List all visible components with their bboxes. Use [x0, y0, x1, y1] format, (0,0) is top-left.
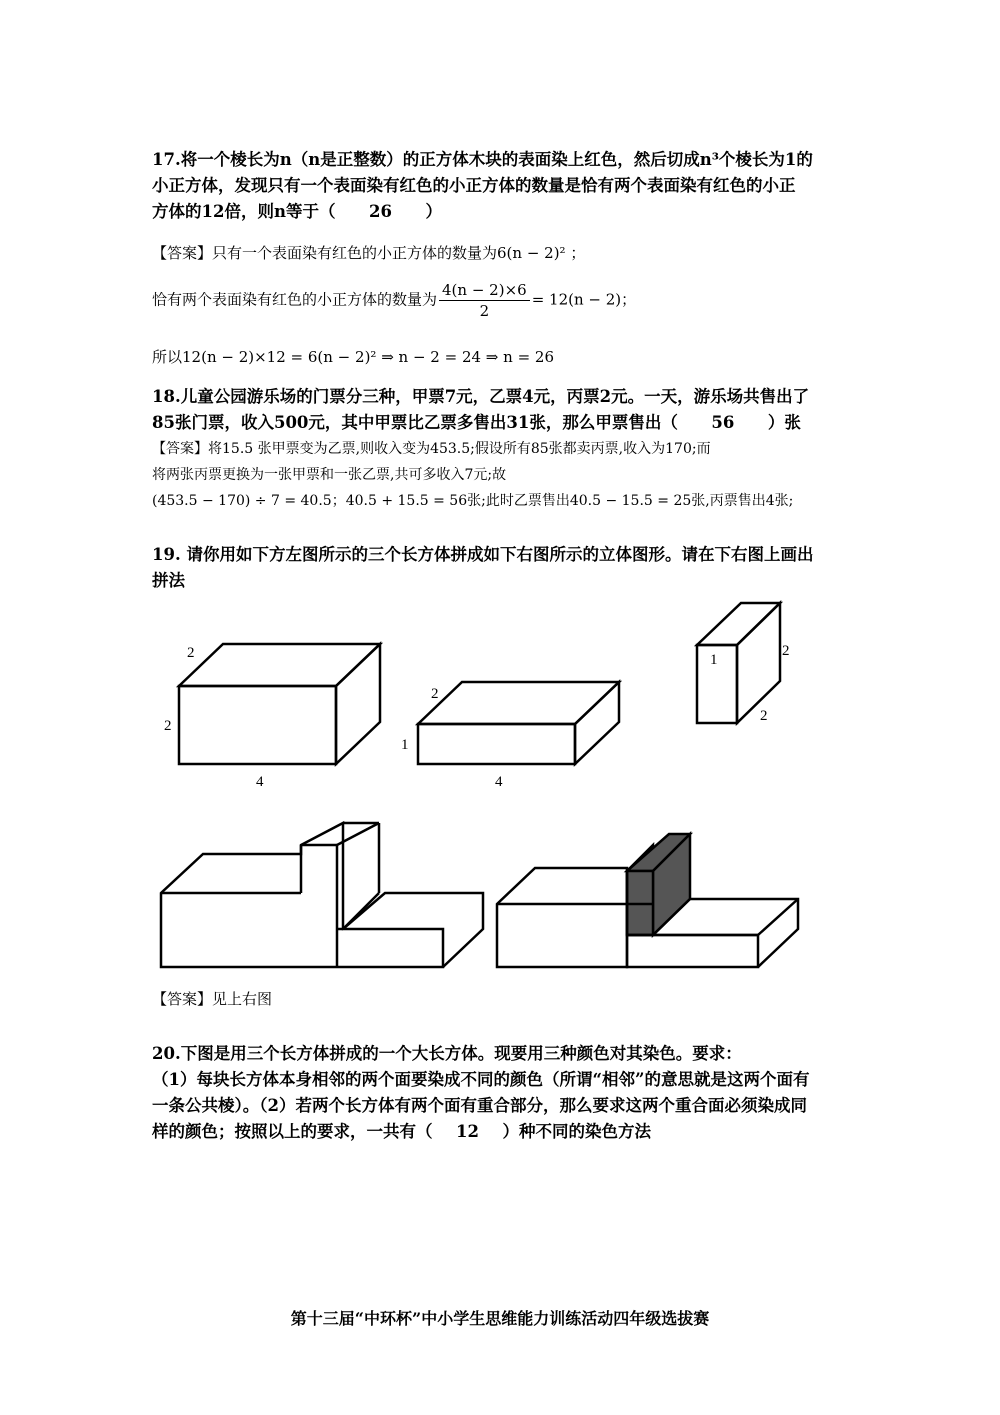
box2-width-label: 4	[495, 774, 503, 790]
cuboid-4x2x1	[401, 682, 619, 790]
q17-line-1: 17.将一个棱长为n（n是正整数）的正方体木块的表面染上红色，然后切成n³个棱长为1的	[152, 150, 813, 169]
q20-line-2: （1）每块长方体本身相邻的两个面要染成不同的颜色（所谓“相邻”的意思就是这两个面有	[152, 1070, 810, 1089]
page-footer: 第十三届“中环杯”中小学生思维能力训练活动四年级选拔赛	[290, 1309, 710, 1328]
target-figure	[161, 823, 483, 967]
q18-answer-line-1: 【答案】将15.5 张甲票变为乙票,则收入变为453.5;假设所有85张都卖丙票,收入为170;而	[152, 441, 711, 457]
q17-fraction: $\frac{4(n - 2)\times 6}{2}$	[439, 280, 530, 321]
question-20	[152, 1041, 862, 1145]
q17-answer-line-3: 所以12(n − 2)×12 = 6(n − 2)² ⇒ n − 2 = 24 ⇒ n = 26	[152, 348, 554, 366]
q18-line-1: 18.儿童公园游乐场的门票分三种，甲票7元，乙票4元，丙票2元。一天，游乐场共售出了	[152, 387, 810, 406]
cuboid-1x2x2	[697, 603, 790, 724]
q19-answer: 【答案】见上右图	[152, 990, 273, 1008]
q17-line-2: 小正方体，发现只有一个表面染有红色的小正方体的数量是恰有两个表面染有红色的小正	[152, 176, 796, 195]
box1-width-label: 4	[256, 774, 264, 790]
box1-depth-label: 2	[187, 645, 195, 661]
cuboid-4x2x2	[164, 644, 380, 790]
q18-answer-line-3: (453.5 − 170) ÷ 7 = 40.5；40.5 + 15.5 = 56张;此时乙票售出40.5 − 15.5 = 25张,丙票售出4张;	[152, 493, 794, 509]
q17-answer-blank: 26	[368, 202, 392, 221]
box3-height-label: 2	[782, 643, 790, 659]
solved-figure	[497, 834, 798, 967]
q20-answer-blank: 12	[456, 1122, 479, 1141]
box2-depth-label: 2	[431, 686, 439, 702]
box1-height-label: 2	[164, 718, 172, 734]
q18-line-2: 85张门票，收入500元，其中甲票比乙票多售出31张，那么甲票售出（ 56 ）张	[152, 410, 862, 436]
q17-answer-line-1: 【答案】只有一个表面染有红色的小正方体的数量为6(n − 2)² ；	[152, 244, 586, 262]
q19-line-1: 19. 请你用如下方左图所示的三个长方体拼成如下右图所示的立体图形。请在下右图上画出	[152, 545, 814, 564]
q18-answer-line-2: 将两张丙票更换为一张甲票和一张乙票,共可多收入7元;故	[152, 467, 507, 483]
box2-height-label: 1	[401, 737, 409, 753]
q20-line-4: 样的颜色；按照以上的要求，一共有（ 12 ）种不同的染色方法	[152, 1119, 862, 1145]
q20-line-3: 一条公共棱）。（2）若两个长方体有两个面有重合部分，那么要求这两个重合面必须染成同	[152, 1096, 807, 1115]
q19-line-2: 拼法	[152, 571, 185, 590]
box3-front-label: 1	[710, 652, 718, 668]
q17-answer-line-2: 恰有两个表面染有红色的小正方体的数量为 $\frac{4(n - 2)\times 6}{2}$ = 12(n − 2)；	[152, 281, 637, 320]
q17-line-3: 方体的12倍，则n等于（ 26 ）	[152, 199, 862, 225]
box3-depth-label: 2	[760, 708, 768, 724]
q18-answer-blank: 56	[711, 413, 735, 432]
q20-line-1: 20.下图是用三个长方体拼成的一个大长方体。现要用三种颜色对其染色。要求：	[152, 1044, 742, 1063]
